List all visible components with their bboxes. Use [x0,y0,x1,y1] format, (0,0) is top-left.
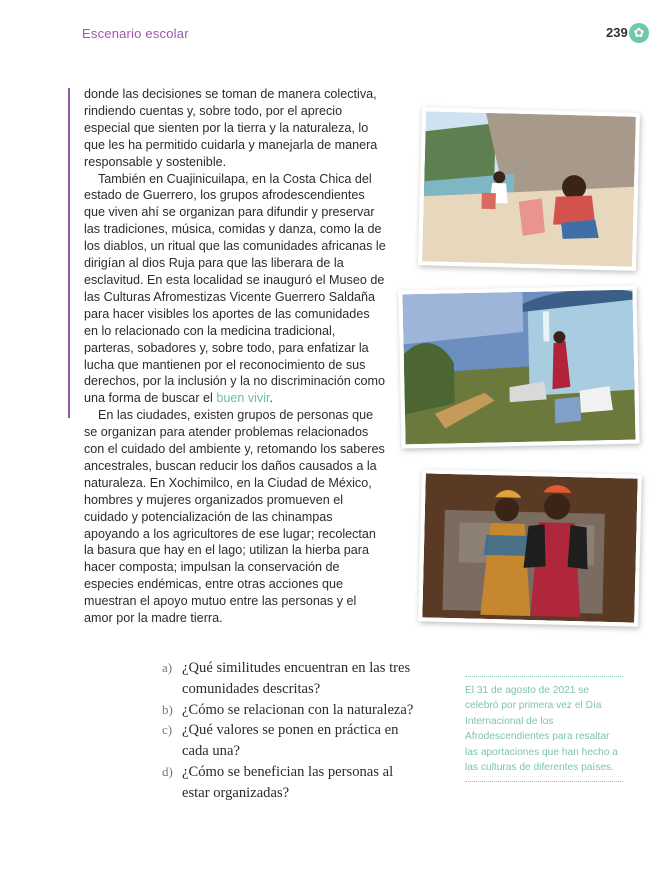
question-d [162,762,422,804]
photo-community-gathering [398,286,639,449]
paragraph-3: En las ciudades, existen grupos de personas que se organizan para atender problemas relacionados con el cuidado del ambiente y, retomando los saberes ancestrales, buscan reducir los daños causados a la naturaleza. En Xochimilco, en la Ciudad de México, hombres y mujeres organizados promueven el cuidado y potencialización de las chinampas apoyando a los agricultores de ese lugar; recolectan la basura que hay en el lago; utilizan la hierba para hacer composta; impulsan la conservación de especies endémicas, entre otras acciones que muestran el apoyo mutuo entre las personas y el amor por la madre tierra. [84,408,385,626]
paragraph-2-text: También en Cuajinicuilapa, en la Costa Chica del estado de Guerrero, los grupos afrodescendientes que viven ahí se organizan para difundir y preservar las tradiciones, música, comidas y danza, como la de los diablos, un ritual que las comunidades africanas le dirigían al dios Ruja para que las liberara de la esclavitud. En esta localidad se inauguró el Museo de las Culturas Afromestizas Vicente Guerrero Saldaña para hacer visibles los aportes de las comunidades en lo relacionado con la medicina tradicional, parteras, sobadores y, sobre todo, para enfatizar la lucha que mantienen por el reconocimiento de sus derechos, por la inclusión y la no discriminación como una forma de buscar el [84,171,386,406]
paragraph-2-end: . [269,391,274,406]
question-text: ¿Qué similitudes encuentran en las tres comunidades descritas? [182,660,411,697]
question-text: ¿Cómo se relacionan con la naturaleza? [182,701,414,718]
question-c [162,720,422,762]
page-number: 239 [606,25,628,40]
section-title: Escenario escolar [82,26,189,41]
question-text: ¿Qué valores se ponen en práctica en cada una? [182,722,399,760]
photo-beach-cleanup [418,107,640,271]
paragraph-1: donde las decisiones se toman de manera colectiva, rindiendo cuentas y, sobre todo, por el aprecio especial que sienten por la tierra y la naturaleza, lo que les ha permitido cuidarla y manejarla de manera responsable y sostenible. [84,87,378,169]
main-text [84,86,386,627]
question-b [162,700,422,721]
gear-flower-icon: ✿ [629,23,649,43]
photo-traditional-dancers [418,469,642,626]
question-letter: b) [162,701,173,717]
sidenote-box: El 31 de agosto de 2021 se celebró por primera vez el Día Internacional de los Afrodescendientes para resaltar las aportaciones que han hecho a las culturas de diferentes países. [465,676,623,782]
question-letter: c) [162,722,173,738]
paragraph-2 [84,171,386,408]
question-text: ¿Cómo se benefician las personas al estar organizadas? [182,763,394,801]
discussion-questions [162,658,422,804]
question-letter: a) [162,660,173,675]
question-letter: d) [162,763,173,779]
glossary-term-buen-vivir[interactable]: buen vivir [216,391,270,406]
question-a [162,658,422,700]
margin-rule [68,88,70,418]
